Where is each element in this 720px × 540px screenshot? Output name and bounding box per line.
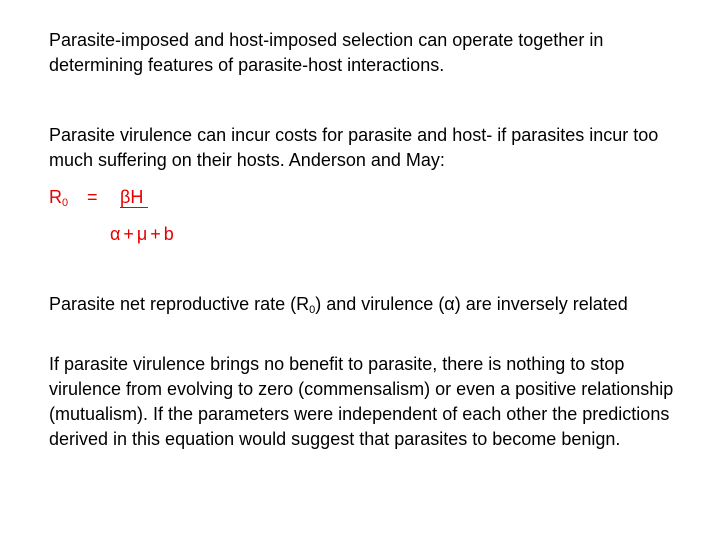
paragraph-virulence-costs: Parasite virulence can incur costs for parasite and host- if parasites incur too much suffering on their hosts. Anderson and May:	[49, 125, 659, 170]
equation-lhs-subscript: 0	[62, 197, 69, 209]
paragraph-selection: Parasite-imposed and host-imposed selection can operate together in determining features of parasite-host interactions.	[49, 30, 604, 75]
equation-numerator: βH	[120, 187, 144, 207]
equation-denominator: α+μ+b	[110, 224, 177, 244]
equation-fraction-bar	[120, 207, 148, 208]
paragraph-inverse-relation-end: ) and virulence (α) are inversely related	[315, 294, 628, 314]
paragraph-inverse-relation-start: Parasite net reproductive rate (R	[49, 294, 310, 314]
equation-lhs-symbol: R	[49, 187, 62, 207]
paragraph-inverse-relation	[49, 292, 689, 323]
paragraph-inverse-relation-subscript: 0	[309, 304, 316, 316]
paragraph-benign-prediction: If parasite virulence brings no benefit to parasite, there is nothing to stop virulence from evolving to zero (commensalism) or even a positive relationship (mutualism). If the parameters were independent of each other the predictions derived in this equation would suggest that parasites to become benign.	[49, 354, 674, 449]
equation-lhs	[49, 186, 68, 214]
equation-equals: =	[87, 187, 98, 207]
